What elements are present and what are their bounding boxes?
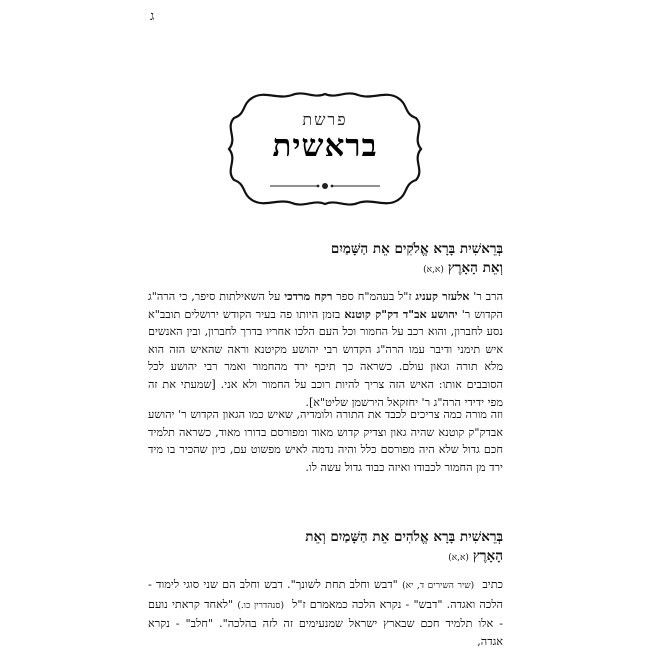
title-frame: [222, 88, 428, 210]
text-run: בזמן היותו פה בעיר הקודש ירושלים תובב"א נסע לחברון, והוא רכב על החמור וכל העם הלכו אחריו בדרך לחברון, ובין האנשים איש תימני ודיבר עמו הרה"ג הקדוש רבי יהושע מקיטנא וראה שהאיש הזה הוא מלא תורה וגאון עולם. כשראה כך תיכף ירד מהחמור ואמר רבי יהושע לכל הסובבים אותו: האיש הזה צריך להיות רוכב על החמור ולא אני. [שמעתי את זה מפי ידידי הרה"ג ר' יחזקאל הירשמן שליט"א].: [148, 307, 503, 409]
verse-heading-2-line1: בְּרֵאשִׁית בָּרָא אֱלֹהִים אֵת הַשָּׁמַיִם וְאֵת: [305, 529, 503, 545]
text-run: כתיב: [478, 578, 503, 591]
bold-book-title: רקח מרדכי: [284, 289, 333, 303]
text-run: הרב ר': [469, 290, 504, 303]
verse-heading-1-line2: וְאֵת הָאָרֶץ: [447, 260, 503, 276]
verse-heading-2: [305, 528, 503, 568]
bold-name: יהושע אב"ד דק"ק קוטנא: [344, 306, 458, 321]
text-run: על השאילתות סיפר, כי הרה"ג הקדוש ר': [148, 290, 503, 321]
paragraph-story: [148, 288, 503, 411]
verse-ref-2: (א,א): [448, 553, 469, 563]
source-ref: (שיר השירים ד, יא): [402, 581, 475, 591]
verse-heading-1-line1: בְּרֵאשִׁית בָּרָא אֱלֹקִים אֵת הַשָּׁמַיִם: [330, 241, 503, 257]
text-run: "דבש וחלב תחת לשונך". דבש וחלב הם שני סוגי לימוד - הלכה ואגדה. "דבש" - נקרא הלכה כמאמרם ז"ל: [148, 578, 503, 611]
paragraph-lesson: וזה מורה כמה צריכים לכבד את התורה ולומדיה, שאיש כמו הגאון הקדוש ר' יהושע אבדק"ק קוטנא שהיה גאון וצדיק קדוש מאוד ומפורסם בדורו מאוד, כשראה תלמיד חכם גדול שלא היה מפורסם כלל והיה נדמה לאיש מפשוט עם, כיון שהכיר בו מיד ירד מן החמור לכבודו ואיזה כבוד גדול עשה לו.: [148, 408, 503, 474]
text-run: ז"ל בעהמ"ח ספר: [332, 290, 416, 303]
text-run: "לאחד קראתי נועם - אלו תלמיד חכם שבארץ ישראל שמנעימים זה לזה בהלכה". "חלב" - נקרא אגדה,: [148, 597, 503, 648]
verse-heading-2-line2: הָאָרֶץ: [472, 548, 503, 564]
page-number: ג: [150, 9, 155, 24]
bold-name: אלעזר קעניג: [415, 289, 470, 303]
parasha-label: פרשת: [302, 110, 348, 129]
verse-heading-1: [331, 240, 503, 280]
source-ref: (סנהדרין כו.): [237, 600, 284, 611]
verse-ref-1: (א,א): [423, 265, 444, 275]
parasha-title: בראשית: [272, 128, 378, 164]
paragraph-honey-milk: [148, 576, 503, 650]
